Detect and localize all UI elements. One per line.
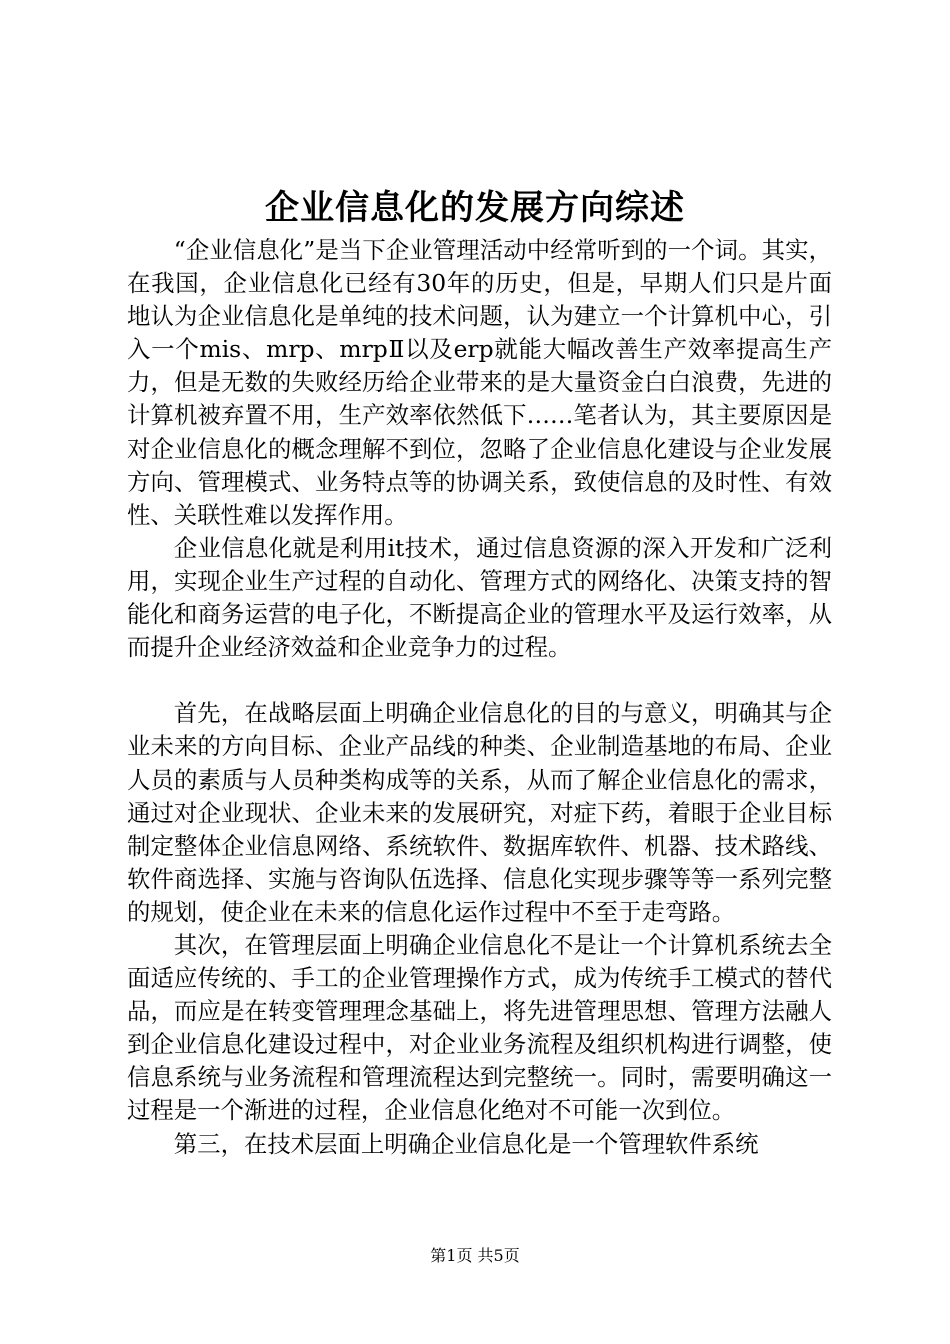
document-body <box>127 234 832 1161</box>
page-footer: 第1页 共5页 <box>430 1246 520 1265</box>
paragraph-intro: “企业信息化”是当下企业管理活动中经常听到的一个词。其实，在我国，企业信息化已经有30年的历史，但是，早期人们只是片面地认为企业信息化是单纯的技术问题，认为建立一个计算机中心，引入一个mis、mrp、mrpⅡ以及erp就能大幅改善生产效率提高生产力，但是无数的失败经历给企业带来的是大量资金白白浪费，先进的计算机被弃置不用，生产效率依然低下……笔者认为，其主要原因是对企业信息化的概念理解不到位，忽略了企业信息化建设与企业发展方向、管理模式、业务特点等的协调关系，致使信息的及时性、有效性、关联性难以发挥作用。 <box>127 236 832 529</box>
document-title: 企业信息化的发展方向综述 <box>265 188 685 228</box>
paragraph-technology: 第三，在技术层面上明确企业信息化是一个管理软件系统 <box>173 1129 759 1158</box>
paragraph-management: 其次，在管理层面上明确企业信息化不是让一个计算机系统去全面适应传统的、手工的企业管理操作方式，成为传统手工模式的替代品，而应是在转变管理理念基础上，将先进管理思想、管理方法融人到企业信息化建设过程中，对企业业务流程及组织机构进行调整，使信息系统与业务流程和管理流程达到完整统一。同时，需要明确这一过程是一个渐进的过程，企业信息化绝对不可能一次到位。 <box>127 930 832 1125</box>
paragraph-definition: 企业信息化就是利用it技术，通过信息资源的深入开发和广泛利用，实现企业生产过程的自动化、管理方式的网络化、决策支持的智能化和商务运营的电子化，不断提高企业的管理水平及运行效率，从而提升企业经济效益和企业竞争力的过程。 <box>127 533 832 662</box>
paragraph-strategy: 首先，在战略层面上明确企业信息化的目的与意义，明确其与企业未来的方向目标、企业产品线的种类、企业制造基地的布局、企业人员的素质与人员种类构成等的关系，从而了解企业信息化的需求，通过对企业现状、企业未来的发展研究，对症下药，着眼于企业目标制定整体企业信息网络、系统软件、数据库软件、机器、技术路线、软件商选择、实施与咨询队伍选择、信息化实现步骤等等一系列完整的规划，使企业在未来的信息化运作过程中不至于走弯路。 <box>127 699 832 926</box>
